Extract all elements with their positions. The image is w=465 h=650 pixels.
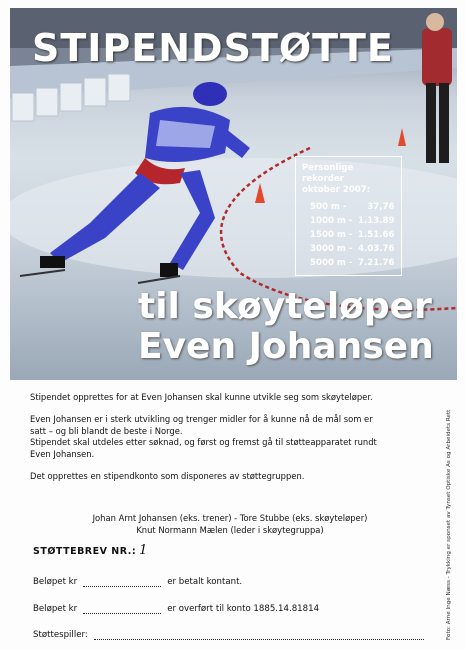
development-line2: satt – og bli blandt de beste i Norge. — [30, 425, 183, 436]
record-row — [302, 242, 394, 256]
record-row — [302, 256, 394, 270]
supporter-label: Støttespiller: — [33, 630, 88, 640]
supporter-blank[interactable] — [94, 630, 424, 640]
photo-credit: Foto: Arne Inge Næss - Trykking er sponset av Tynset Optiske As og Arbeidets Rett — [446, 409, 452, 640]
body-text — [30, 392, 430, 493]
account-text: er overført til konto 1885.14.81814 — [167, 604, 320, 614]
support-group-line1: Johan Arnt Johansen (eks. trener) - Tore Stubbe (eks. skøyteløper) — [92, 513, 368, 523]
record-time: 37,76 — [367, 202, 395, 212]
poster-title: STIPENDSTØTTE — [32, 26, 394, 70]
record-time: 1.51.66 — [358, 230, 395, 240]
personal-records-box — [295, 156, 402, 276]
amount-label: Beløpet kr — [33, 577, 78, 587]
cash-amount-row — [33, 577, 242, 587]
paragraph-account: Det opprettes en stipendkonto som disponeres av støttegruppen. — [30, 471, 305, 482]
letter-number-value: 1 — [139, 543, 148, 558]
skater-photo — [10, 8, 457, 380]
development-line1: Even Johansen er i sterk utvikling og trenger midler for å kunne nå de mål som er — [30, 414, 373, 425]
paragraph-purpose: Stipendet opprettes for at Even Johansen skal kunne utvikle seg som skøyteløper. — [30, 392, 373, 402]
cash-text: er betalt kontant. — [167, 577, 243, 587]
record-distance: 1000 m - — [310, 216, 353, 226]
letter-number-label: STØTTEBREV NR.: — [33, 546, 137, 557]
record-row — [302, 214, 394, 228]
record-time: 1.13.89 — [358, 216, 395, 226]
support-group-line2: Knut Normann Mælen (leder i skøytegruppa) — [136, 525, 324, 535]
record-distance: 500 m - — [310, 202, 347, 212]
amount-blank[interactable] — [83, 577, 161, 587]
development-line4: Even Johansen. — [30, 448, 95, 459]
letter-number-field — [33, 543, 148, 558]
paragraph-development — [30, 414, 430, 460]
records-table — [302, 200, 394, 270]
amount-blank[interactable] — [83, 604, 161, 614]
amount-label: Beløpet kr — [33, 604, 78, 614]
record-distance: 1500 m - — [310, 230, 353, 240]
poster-subtitle-line1: til skøyteløper — [138, 286, 432, 327]
record-row — [302, 228, 394, 242]
record-time: 7.21.76 — [358, 258, 395, 268]
record-row — [302, 200, 394, 214]
poster-subtitle-line2: Even Johansen — [138, 326, 434, 367]
supporter-row — [33, 630, 430, 640]
record-distance: 3000 m - — [310, 244, 353, 254]
transfer-amount-row — [33, 604, 319, 614]
record-distance: 5000 m - — [310, 258, 353, 268]
development-line3: Stipendet skal utdeles etter søknad, og først og fremst gå til støtteapparatet rundt — [30, 437, 377, 448]
support-group — [55, 512, 405, 536]
record-time: 4.03.76 — [358, 244, 395, 254]
records-date: oktober 2007: — [302, 185, 371, 195]
records-heading: Personlige rekorder — [302, 163, 354, 184]
